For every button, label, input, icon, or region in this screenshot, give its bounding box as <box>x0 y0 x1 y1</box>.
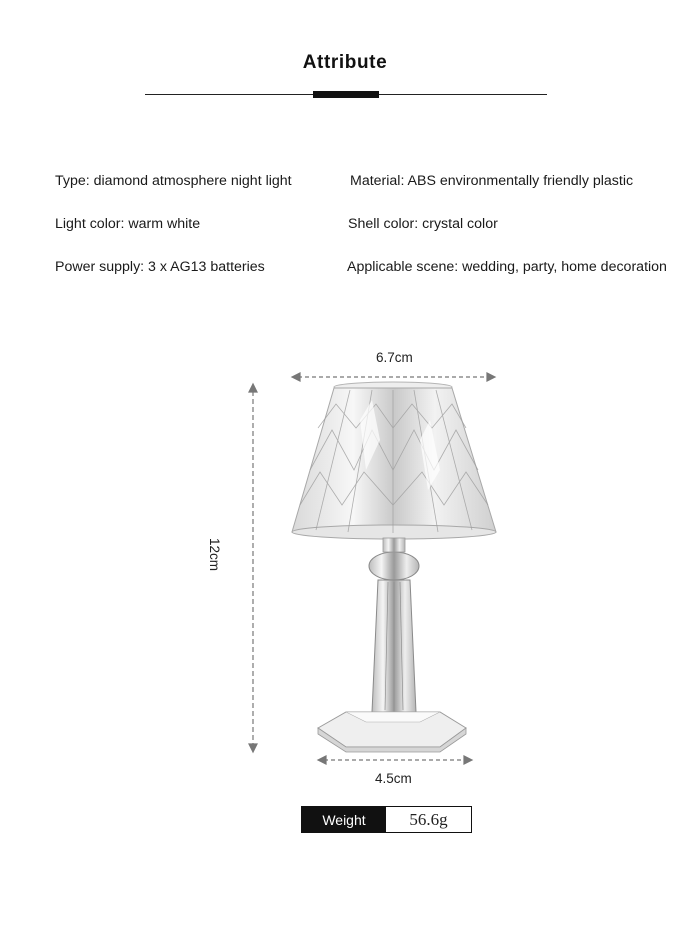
lamp-shade <box>292 382 496 539</box>
base-width-arrow <box>318 756 472 764</box>
weight-label: Weight <box>302 807 386 832</box>
page-title: Attribute <box>302 52 388 73</box>
attribute-shell-color: Shell color: crystal color <box>348 216 498 232</box>
attribute-power-supply: Power supply: 3 x AG13 batteries <box>55 259 265 275</box>
attribute-applicable-scene: Applicable scene: wedding, party, home decoration <box>347 259 667 275</box>
lamp-knob <box>369 538 419 580</box>
attribute-light-color: Light color: warm white <box>55 216 201 232</box>
lamp-stem <box>372 580 416 712</box>
title-divider-accent <box>313 91 379 98</box>
shade-width-label: 6.7cm <box>376 350 413 365</box>
base-width-label: 4.5cm <box>375 771 412 786</box>
lamp-base <box>318 712 466 752</box>
lamp-illustration <box>0 330 690 800</box>
weight-value: 56.6g <box>409 809 448 829</box>
shade-width-arrow <box>292 373 495 381</box>
height-label: 12cm <box>207 538 222 572</box>
weight-box <box>301 806 472 833</box>
attribute-type: Type: diamond atmosphere night light <box>55 173 292 189</box>
attribute-material: Material: ABS environmentally friendly plastic <box>350 173 634 189</box>
height-arrow <box>249 384 257 752</box>
